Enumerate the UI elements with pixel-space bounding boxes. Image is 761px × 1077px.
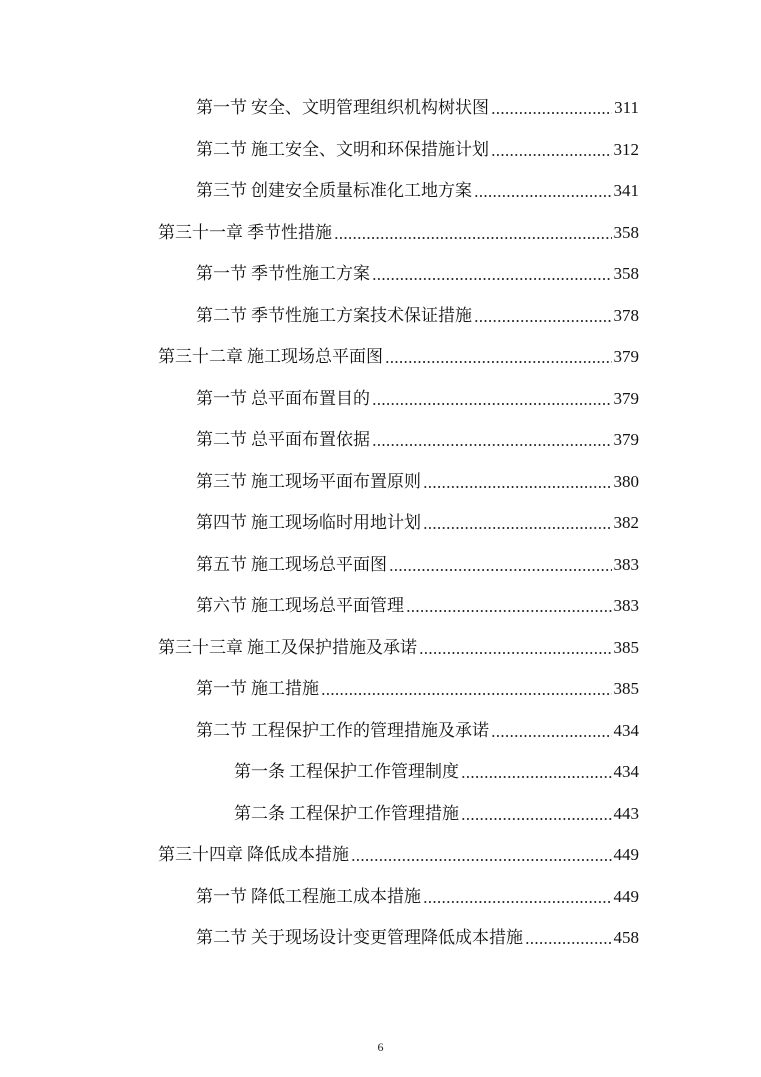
toc-entry-label [158,843,349,867]
toc-entry-number: 第二节 [196,928,247,948]
dot-leader [372,443,612,447]
dot-leader [461,775,612,779]
toc-entry-number: 第一节 [196,264,247,284]
toc-entry[interactable] [196,298,639,328]
toc-entry-number: 第六节 [196,596,247,616]
toc-entry-title: 关于现场设计变更管理降低成本措施 [251,928,523,948]
toc-entry-number: 第二条 [234,803,285,824]
toc-entry-label [196,179,472,203]
dot-leader [321,692,612,696]
toc-entry-title: 季节性措施 [247,222,332,243]
toc-entry[interactable] [196,920,639,950]
toc-entry-title: 施工现场总平面管理 [251,596,404,616]
toc-entry[interactable] [196,381,639,411]
toc-entry-page: 434 [613,762,639,781]
toc-entry-page: 341 [613,181,639,200]
toc-entry-number: 第二节 [196,720,247,741]
toc-entry-page: 383 [613,596,639,615]
toc-entry-title: 总平面布置目的 [251,388,370,409]
toc-entry-title: 创建安全质量标准化工地方案 [251,181,472,201]
toc-entry[interactable] [196,505,639,535]
toc-entry[interactable] [196,588,639,618]
toc-entry[interactable] [196,256,639,286]
toc-entry[interactable] [196,671,639,701]
toc-entry-label [158,221,332,245]
toc-entry-page: 385 [613,637,639,657]
toc-entry[interactable] [196,173,639,203]
dot-leader [423,526,612,530]
toc-entry-page: 449 [613,886,639,906]
toc-entry-page: 379 [613,347,639,366]
toc-entry-label [196,138,489,162]
toc-entry-page: 434 [613,720,639,740]
toc-entry[interactable] [158,837,639,867]
toc-entry-title: 施工现场总平面图 [247,347,383,367]
toc-entry-title: 工程保护工作管理措施 [289,803,459,824]
toc-entry-page: 443 [613,803,639,823]
toc-entry-title: 降低成本措施 [247,845,349,865]
dot-leader [423,900,612,904]
dot-leader [419,651,612,655]
dot-leader [525,941,612,945]
toc-entry-page: 378 [613,305,639,325]
dot-leader [461,817,612,821]
toc-entry-title: 季节性施工方案技术保证措施 [251,305,472,326]
toc-entry-title: 安全、文明管理组织机构树状图 [251,98,489,118]
dot-leader [389,568,612,572]
toc-entry-label [158,345,383,369]
toc-entry-title: 降低工程施工成本措施 [251,886,421,907]
dot-leader [474,319,612,323]
toc-entry-label [196,96,489,120]
toc-entry-title: 施工安全、文明和环保措施计划 [251,139,489,160]
page-number: 6 [377,1040,384,1054]
toc-entry[interactable] [196,422,639,452]
dot-leader [491,734,612,738]
toc-entry-label [196,553,387,577]
toc-entry-title: 施工及保护措施及承诺 [247,637,417,658]
dot-leader [372,402,612,406]
toc-entry-page: 358 [613,264,639,283]
toc-entry-page: 385 [613,679,639,698]
dot-leader [385,360,612,364]
dot-leader [474,194,612,198]
toc-entry-label [234,760,459,784]
dot-leader [351,858,612,862]
toc-entry-label [196,594,404,618]
toc-entry[interactable] [158,339,639,369]
dot-leader [491,111,612,115]
toc-entry[interactable] [196,132,639,162]
toc-entry-number: 第四节 [196,513,247,533]
toc-entry-label [196,304,472,328]
toc-entry[interactable] [158,215,639,245]
dot-leader [423,485,612,489]
toc-entry-number: 第一节 [196,679,247,699]
dot-leader [406,609,612,613]
toc-entry-number: 第三十四章 [158,845,243,865]
toc-entry-label [196,511,421,535]
toc-entry-label [196,926,523,950]
toc-entry-page: 383 [613,554,639,574]
toc-entry-number: 第二节 [196,430,247,450]
toc-entry-label [196,470,421,494]
toc-entry-number: 第一节 [196,388,247,409]
toc-entry[interactable] [196,547,639,577]
toc-entry-title: 施工现场临时用地计划 [251,513,421,533]
toc-entry-label [234,802,459,826]
toc-entry-title: 季节性施工方案 [251,264,370,284]
toc-entry-label [196,719,489,743]
toc-entry-title: 总平面布置依据 [251,430,370,450]
toc-entry-number: 第三十三章 [158,637,243,658]
dot-leader [491,153,612,157]
toc-entry[interactable] [196,713,639,743]
toc-entry-page: 358 [613,222,639,242]
toc-entry-label [158,636,417,660]
toc-entry-label [196,387,370,411]
toc-entry-title: 施工现场总平面图 [251,554,387,575]
toc-entry-page: 311 [614,98,639,117]
toc-entry[interactable] [234,796,639,826]
toc-entry-page: 312 [613,139,639,159]
toc-entry-number: 第一条 [234,762,285,782]
toc-entry-label [196,885,421,909]
toc-entry-page: 379 [613,388,639,408]
toc-entry[interactable] [196,879,639,909]
toc-entry-page: 449 [613,845,639,864]
toc-entry[interactable] [196,464,639,494]
toc-entry-page: 380 [613,471,639,491]
toc-entry[interactable] [234,754,639,784]
toc-entry-number: 第三十二章 [158,347,243,367]
toc-entry-number: 第一节 [196,886,247,907]
toc-entry-number: 第二节 [196,139,247,160]
toc-entry-title: 工程保护工作管理制度 [289,762,459,782]
toc-entry-label [196,262,370,286]
toc-entry[interactable] [196,90,639,120]
toc-entry-page: 379 [613,430,639,449]
toc-entry-number: 第二节 [196,305,247,326]
dot-leader [372,277,612,281]
toc-entry-label [196,428,370,452]
toc-entry-number: 第三节 [196,181,247,201]
toc-entry-number: 第三十一章 [158,222,243,243]
toc-entry-page: 382 [613,513,639,532]
toc-entry-number: 第三节 [196,471,247,492]
toc-entry-title: 工程保护工作的管理措施及承诺 [251,720,489,741]
toc-entry-page: 458 [613,928,639,947]
toc-entry-label [196,677,319,701]
toc-entry-title: 施工措施 [251,679,319,699]
toc-entry-number: 第五节 [196,554,247,575]
toc-entry-number: 第一节 [196,98,247,118]
toc-entry-title: 施工现场平面布置原则 [251,471,421,492]
toc-entry[interactable] [158,630,639,660]
dot-leader [334,236,612,240]
